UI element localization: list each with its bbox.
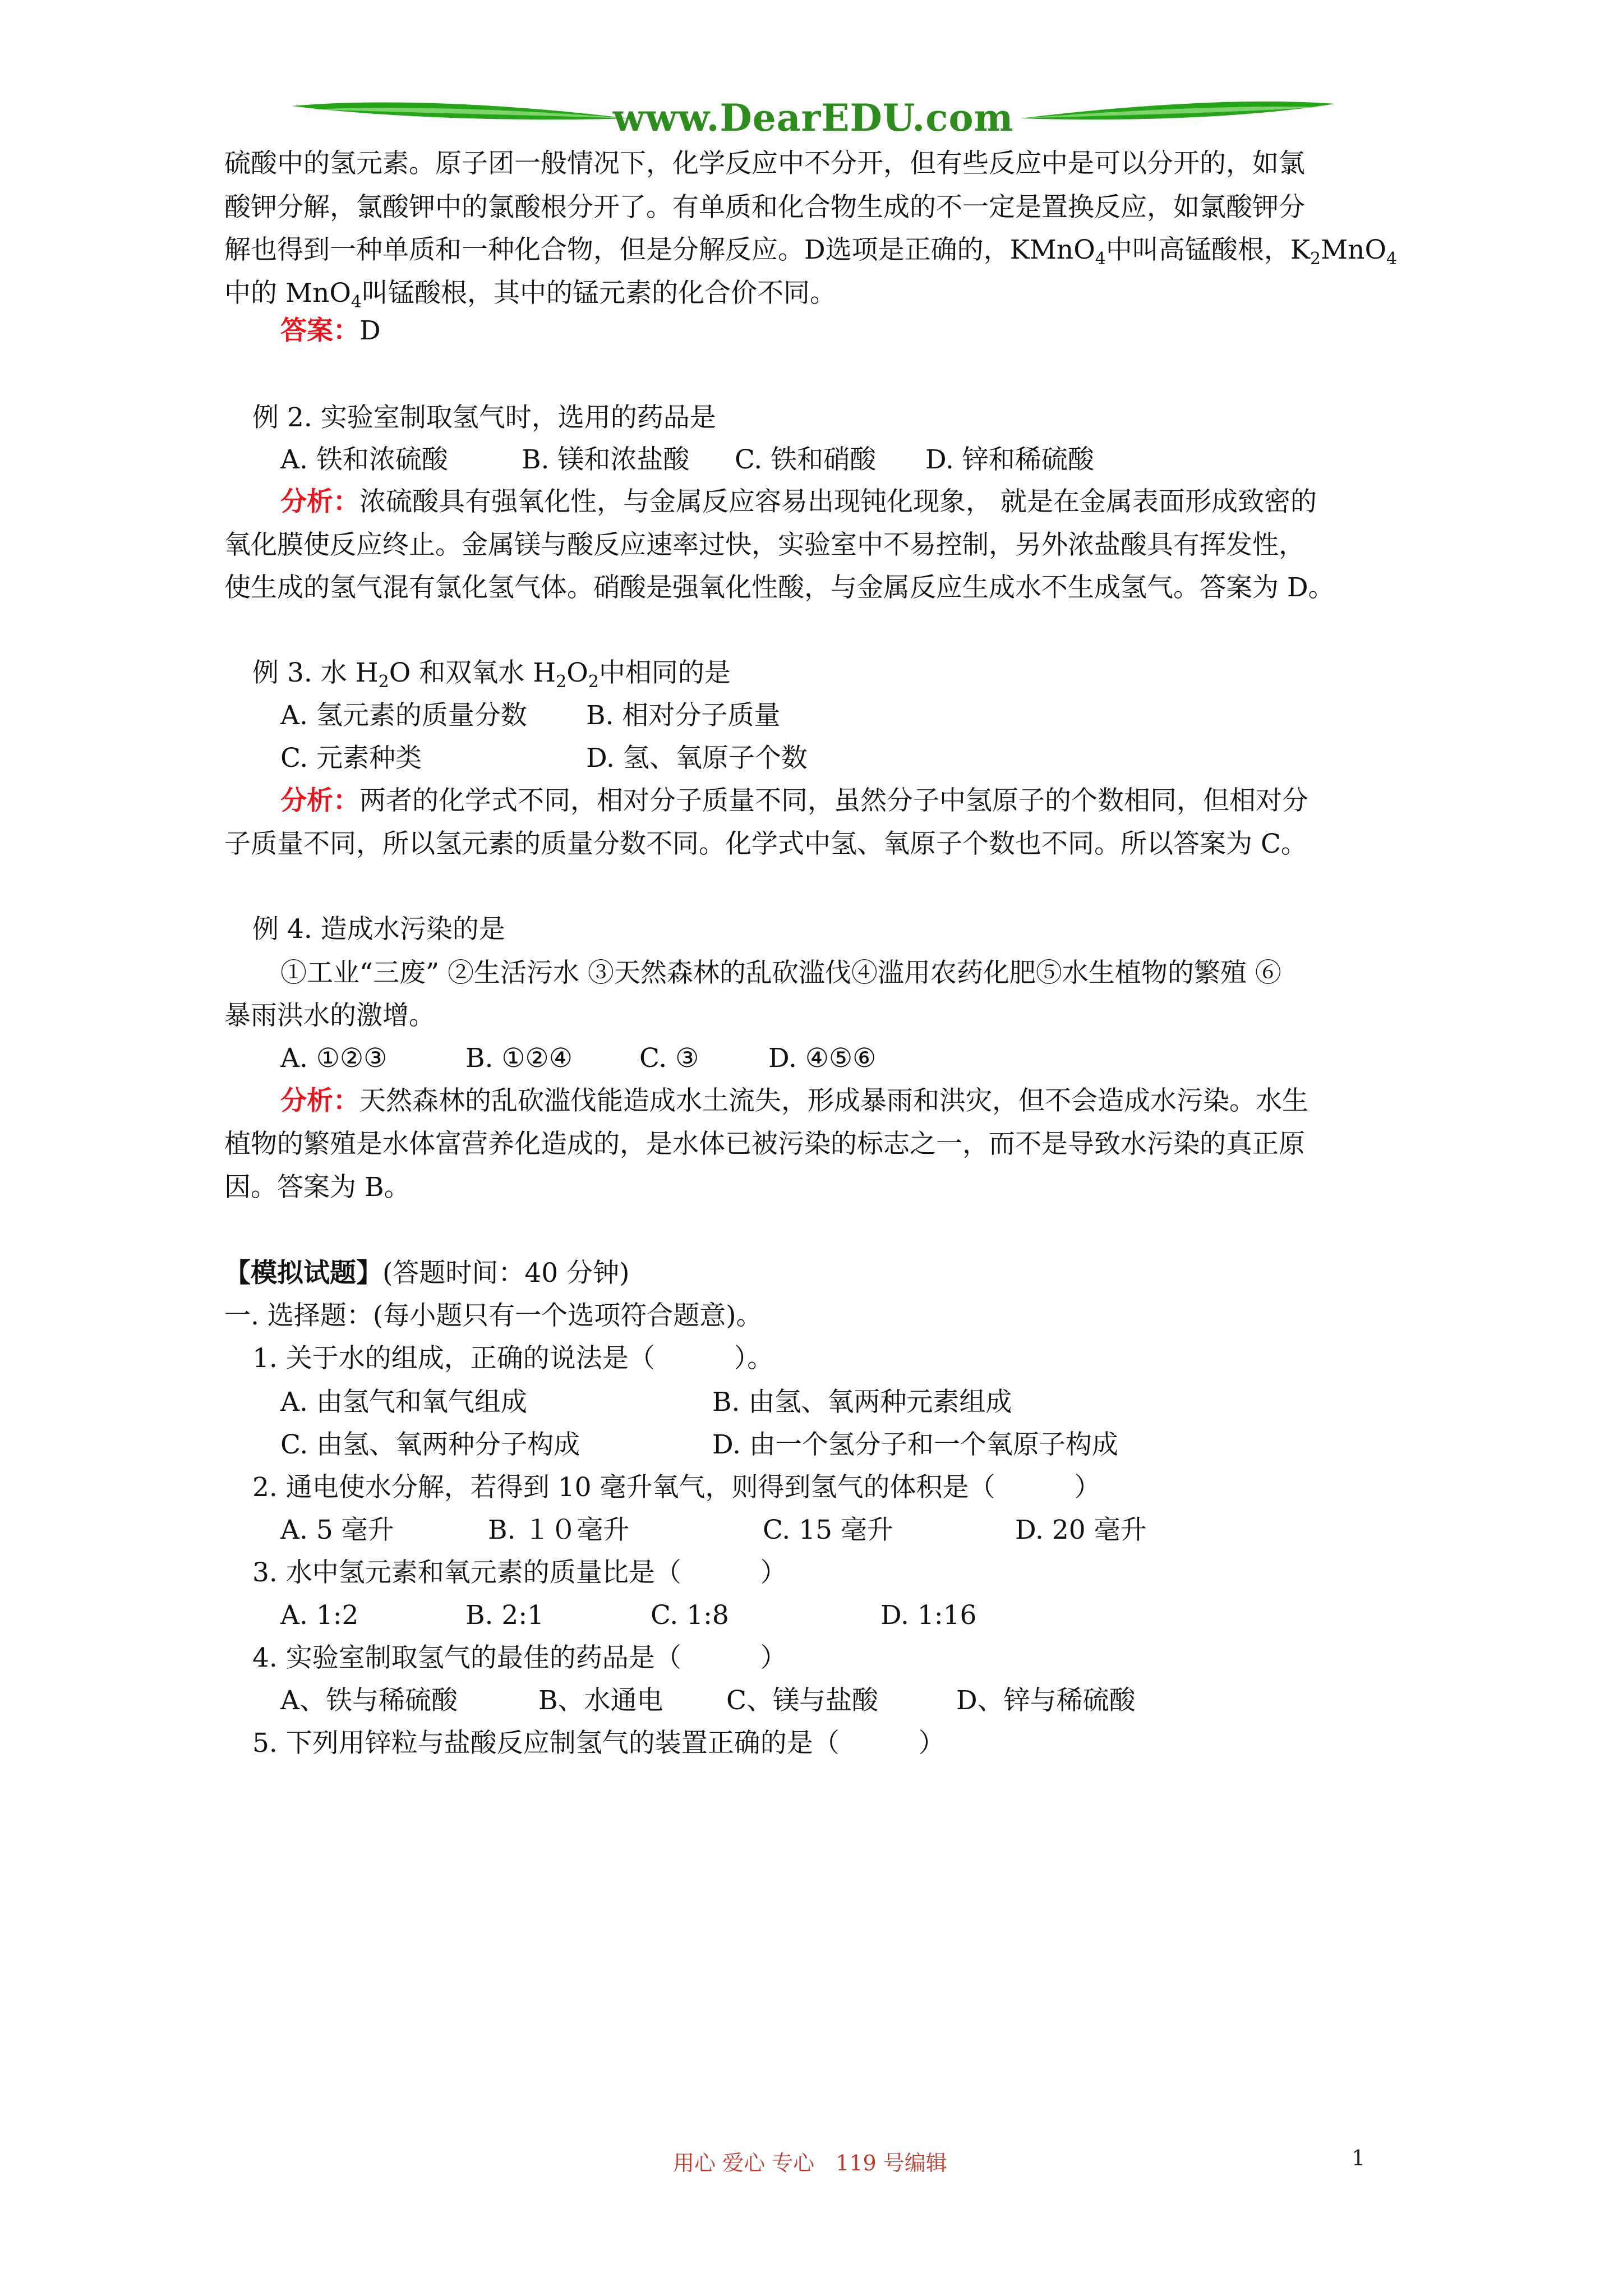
analysis-label: 分析： (280, 785, 359, 816)
analysis-line: 分析：天然森林的乱砍滥伐能造成水土流失，形成暴雨和洪灾，但不会造成水污染。水生 (280, 1085, 1308, 1116)
option: D. 由一个氢分子和一个氧原子构成 (712, 1429, 1118, 1460)
example-3-question: 例 3. 水 $H_2O$ 和双氧水 $H_2O_2$中相同的是 (252, 657, 731, 692)
quiz-question-2: 2. 通电使水分解，若得到 10 毫升氧气，则得到氢气的体积是（ ） (252, 1472, 1101, 1503)
page-number: 1 (1352, 2146, 1366, 2170)
site-header-logo (292, 93, 1335, 154)
option: C. ③ (639, 1043, 699, 1074)
analysis-label: 分析： (280, 486, 359, 517)
option: B. 相对分子质量 (586, 700, 781, 731)
example-4-options (280, 1042, 876, 1075)
quiz-question-3: 3. 水中氢元素和氧元素的质量比是（ ） (252, 1557, 787, 1588)
example-2-options (280, 443, 1094, 477)
option: A. 氢元素的质量分数 (280, 700, 527, 731)
text-line: 硫酸中的氢元素。原子团一般情况下，化学反应中不分开，但有些反应中是可以分开的，如氯 (224, 148, 1305, 179)
option: A. 5 毫升 (280, 1515, 394, 1545)
option: D. 氢、氧原子个数 (586, 743, 808, 774)
answer-line (280, 314, 381, 348)
example-3-options (280, 699, 780, 733)
option: A. 由氢气和氧气组成 (280, 1387, 527, 1418)
quiz-question-4: 4. 实验室制取氢气的最佳的药品是（ ） (252, 1642, 787, 1673)
option: D、锌与稀硫酸 (956, 1685, 1136, 1716)
text-line: 使生成的氢气混有氯化氢气体。硝酸是强氧化性酸，与金属反应生成水不生成氢气。答案为 D。 (224, 572, 1335, 603)
quiz-time: (答题时间：40 分钟) (382, 1258, 630, 1289)
example-4-question: 例 4. 造成水污染的是 (252, 914, 505, 945)
analysis-label: 分析： (280, 1085, 359, 1116)
quiz-heading (224, 1257, 629, 1290)
answer-label: 答案： (280, 315, 359, 346)
analysis-line: 分析：浓硫酸具有强氧化性，与金属反应容易出现钝化现象， 就是在金属表面形成致密的 (280, 486, 1317, 517)
option: C. 元素种类 (280, 743, 422, 774)
text-line: 植物的繁殖是水体富营养化造成的，是水体已被污染的标志之一，而不是导致水污染的真正原 (224, 1129, 1305, 1159)
example-2-question: 例 2. 实验室制取氢气时，选用的药品是 (252, 402, 716, 433)
text-line: 中的 MnO$_4$叫锰酸根，其中的锰元素的化合价不同。 (224, 278, 836, 312)
text-line: 子质量不同，所以氢元素的质量分数不同。化学式中氢、氧原子个数也不同。所以答案为 C。 (224, 829, 1307, 859)
option: D. 锌和稀硫酸 (925, 444, 1094, 475)
option: B. １０毫升 (488, 1515, 630, 1545)
text-line: 暴雨洪水的激增。 (224, 1000, 435, 1031)
option: D. 20 毫升 (1015, 1515, 1147, 1545)
text-line: 解也得到一种单质和一种化合物，但是分解反应。D选项是正确的，KMnO$_4$中叫高锰酸根，$K_2MnO_4$ (224, 234, 1398, 269)
option: B. ①②④ (465, 1043, 573, 1074)
text-line: 氧化膜使反应终止。金属镁与酸反应速率过快，实验室中不易控制，另外浓盐酸具有挥发性， (224, 530, 1305, 560)
site-logo-text: www.DearEDU.com (612, 96, 1014, 140)
option: C. 由氢、氧两种分子构成 (280, 1429, 580, 1460)
example-3-options (280, 742, 808, 775)
quiz-section: 一. 选择题：(每小题只有一个选项符合题意)。 (224, 1300, 763, 1331)
quiz-title: 【模拟试题】 (224, 1258, 382, 1289)
option: D. 1:16 (880, 1600, 977, 1631)
option: A. 铁和浓硫酸 (280, 444, 448, 475)
quiz-question-5: 5. 下列用锌粒与盐酸反应制氢气的装置正确的是（ ） (252, 1728, 945, 1759)
option: A. ①②③ (280, 1043, 388, 1074)
option: C. 铁和硝酸 (735, 444, 877, 475)
quiz-options (280, 1684, 1136, 1718)
option: B. 镁和浓盐酸 (522, 444, 690, 475)
quiz-options (280, 1599, 976, 1632)
option: C、镁与盐酸 (726, 1685, 878, 1716)
option: A. 1:2 (280, 1600, 359, 1631)
quiz-options (280, 1428, 1118, 1462)
text-line: ①工业“三废” ②生活污水 ③天然森林的乱砍滥伐④滥用农药化肥⑤水生植物的繁殖 ⑥ (280, 958, 1281, 988)
option: B. 由氢、氧两种元素组成 (712, 1387, 1012, 1418)
quiz-question-1: 1. 关于水的组成，正确的说法是（ ）。 (252, 1343, 774, 1374)
quiz-options (280, 1513, 1147, 1547)
option: B、水通电 (538, 1685, 663, 1716)
text-line: 因。答案为 B。 (224, 1172, 411, 1203)
option: D. ④⑤⑥ (768, 1043, 877, 1074)
quiz-options (280, 1386, 1012, 1419)
text-line: 酸钾分解，氯酸钾中的氯酸根分开了。有单质和化合物生成的不一定是置换反应，如氯酸钾分 (224, 192, 1305, 223)
analysis-line: 分析：两者的化学式不同，相对分子质量不同，虽然分子中氢原子的个数相同，但相对分 (280, 785, 1308, 816)
option: C. 15 毫升 (763, 1515, 893, 1545)
option: B. 2:1 (465, 1600, 545, 1631)
option: A、铁与稀硫酸 (280, 1685, 458, 1716)
page-footer: 用心 爱心 专心 119 号编辑 (673, 2151, 947, 2175)
answer-value: D (359, 315, 381, 346)
option: C. 1:8 (651, 1600, 729, 1631)
